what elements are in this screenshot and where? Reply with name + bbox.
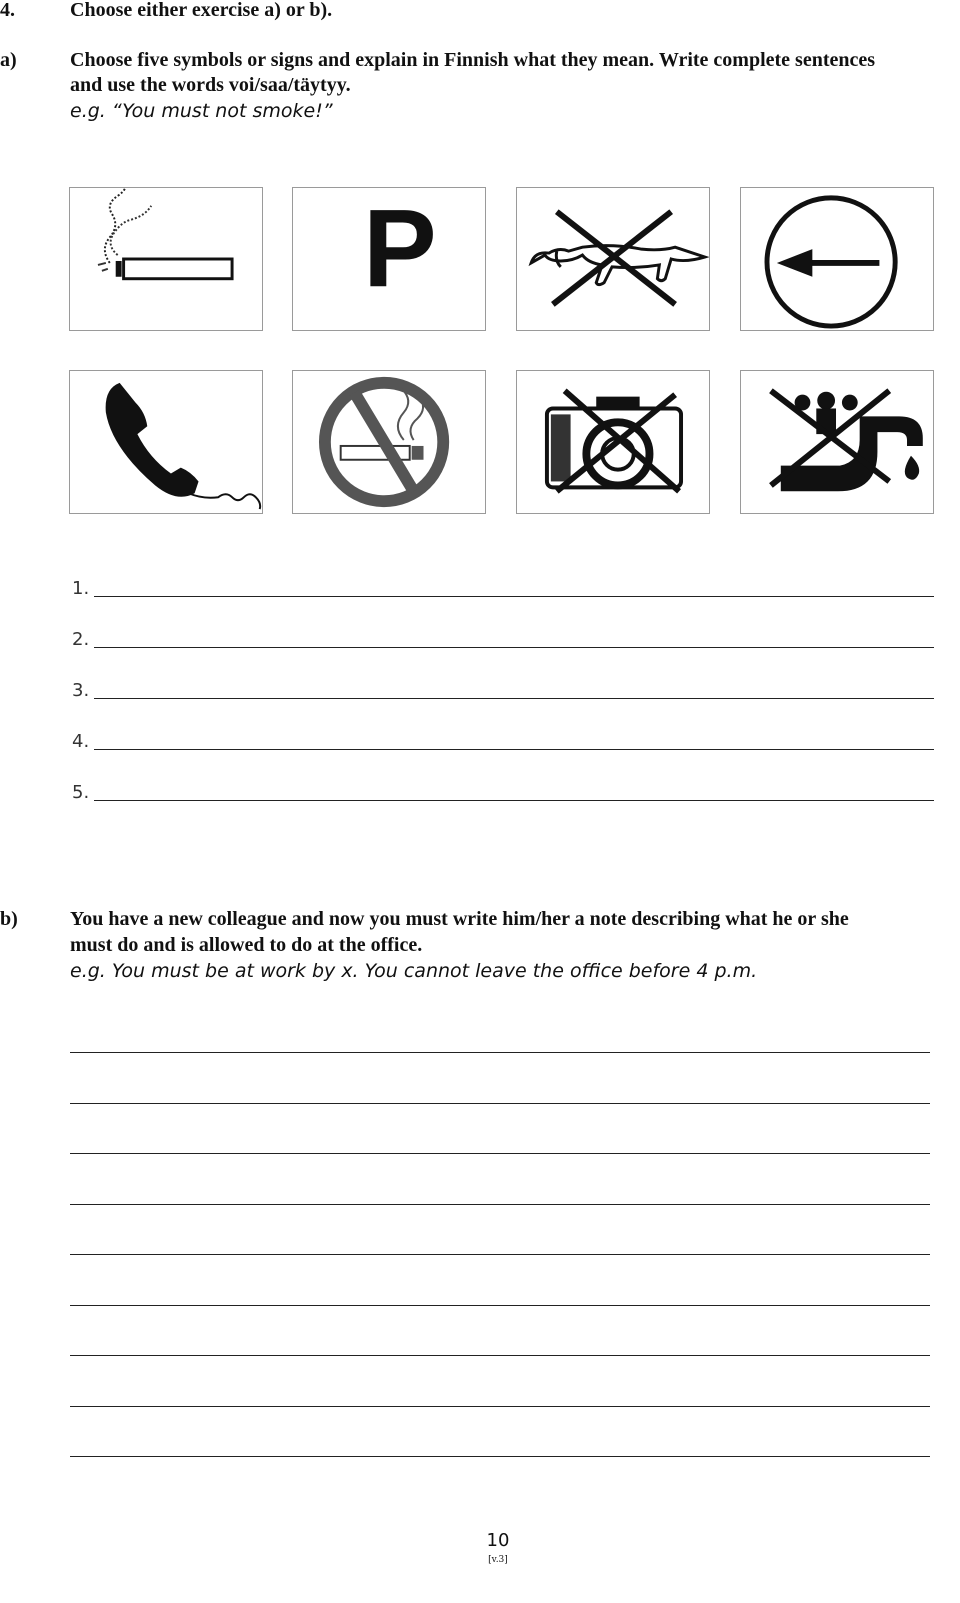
writing-line-1[interactable]: [70, 1052, 930, 1053]
answer-line-4[interactable]: [94, 749, 934, 750]
part-a-label: a): [0, 49, 17, 71]
page-number: 10: [486, 1530, 510, 1551]
sign-telephone: [69, 370, 263, 514]
no-camera-icon: [517, 371, 709, 513]
sign-cigarette: [69, 187, 263, 331]
parking-icon: [293, 188, 485, 330]
sign-left-arrow: [740, 187, 934, 331]
left-arrow-icon: [741, 188, 933, 330]
no-smoking-icon: [293, 371, 485, 513]
telephone-icon: [70, 371, 262, 513]
answer-number-2: 2.: [72, 629, 90, 650]
no-drinking-water-icon: [741, 371, 933, 513]
no-dogs-icon: [517, 188, 709, 330]
writing-line-3[interactable]: [70, 1153, 930, 1154]
answer-line-5[interactable]: [94, 800, 934, 801]
answer-line-2[interactable]: [94, 647, 934, 648]
writing-line-5[interactable]: [70, 1254, 930, 1255]
version-label: [v.3]: [488, 1555, 508, 1565]
part-b-label: b): [0, 908, 18, 930]
question-title: Choose either exercise a) or b).: [70, 0, 333, 21]
writing-line-9[interactable]: [70, 1456, 930, 1457]
part-b-example: e.g. You must be at work by x. You cannot leave the office before 4 p.m.: [70, 960, 758, 982]
answer-number-4: 4.: [72, 731, 90, 752]
writing-line-2[interactable]: [70, 1103, 930, 1104]
parking-letter: P: [363, 188, 437, 311]
answer-number-1: 1.: [72, 578, 90, 599]
cigarette-icon: [70, 188, 262, 330]
part-a-instruction-1: Choose five symbols or signs and explain in Finnish what they mean. Write complete sentences: [70, 49, 876, 71]
answer-number-3: 3.: [72, 680, 90, 701]
sign-no-camera: [516, 370, 710, 514]
sign-parking: [292, 187, 486, 331]
part-a-instruction-2: and use the words voi/saa/täytyy.: [70, 74, 351, 96]
writing-line-4[interactable]: [70, 1204, 930, 1205]
sign-no-smoking: [292, 370, 486, 514]
question-number: 4.: [0, 0, 15, 21]
writing-line-6[interactable]: [70, 1305, 930, 1306]
answer-number-5: 5.: [72, 782, 90, 803]
part-a-example: e.g. “You must not smoke!”: [70, 100, 333, 122]
writing-line-8[interactable]: [70, 1406, 930, 1407]
part-b-instruction-1: You have a new colleague and now you must write him/her a note describing what he or she: [70, 908, 849, 930]
answer-line-1[interactable]: [94, 596, 934, 597]
writing-line-7[interactable]: [70, 1355, 930, 1356]
sign-no-dogs: [516, 187, 710, 331]
answer-line-3[interactable]: [94, 698, 934, 699]
part-b-instruction-2: must do and is allowed to do at the office.: [70, 934, 423, 956]
sign-no-drinking-water: [740, 370, 934, 514]
